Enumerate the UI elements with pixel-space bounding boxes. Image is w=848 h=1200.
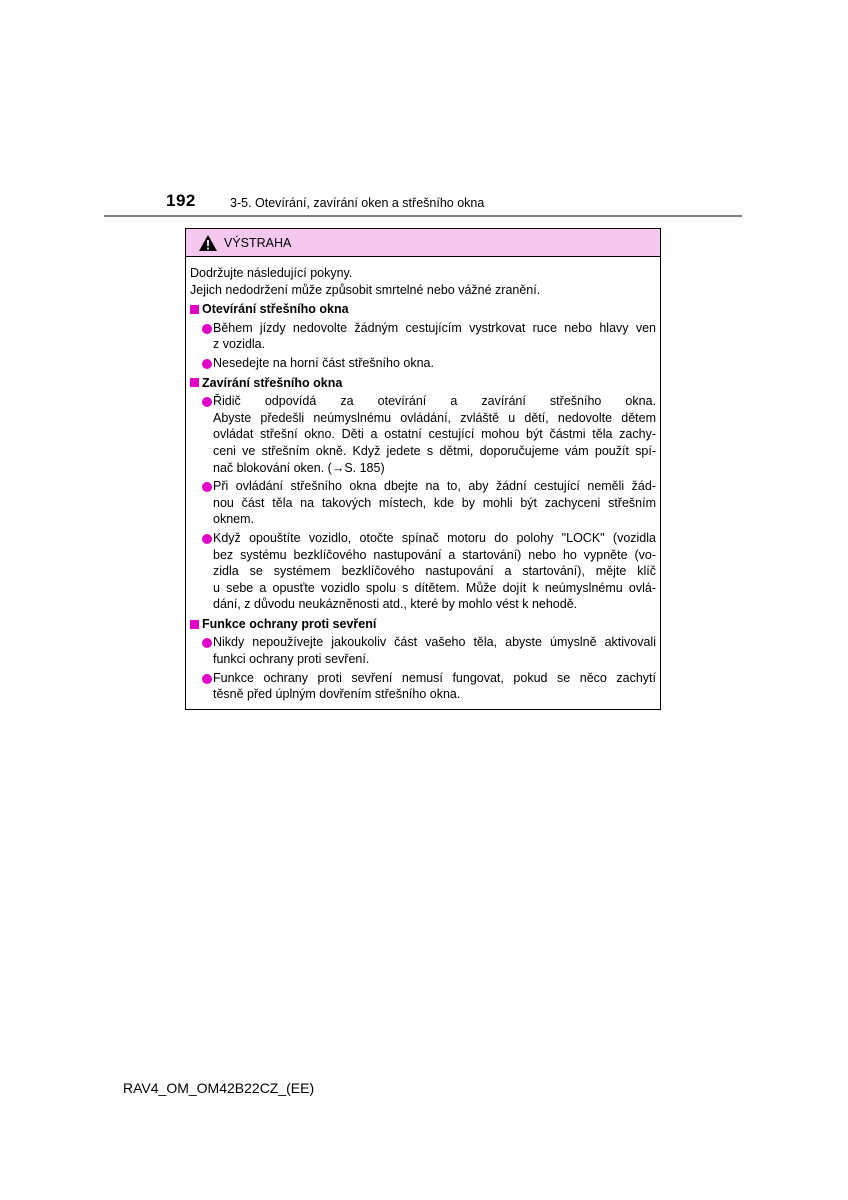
footer-code: RAV4_OM_OM42B22CZ_(EE) [123,1080,315,1096]
bullet-line: Abyste předešli neúmyslnému ovládání, zvláště u dětí, nedovolte dětem [213,410,656,425]
list-item [190,320,656,353]
bullet-line: Nesedejte na horní část střešního okna. [213,355,434,370]
intro-line: Dodržujte následující pokyny. [190,266,353,280]
section-heading-text: Otevírání střešního okna [202,302,349,317]
square-bullet-icon [190,620,199,629]
bullet-line: dání, z důvodu neukázněnosti atd., které by mohlo vést k nehodě. [213,597,578,612]
round-bullet-icon [202,638,212,648]
page-number: 192 [166,191,196,210]
list-item [190,393,656,476]
section-heading [190,616,656,633]
bullet-line: Při ovládání střešního okna dbejte na to, aby žádní cestující neměli žád- [213,479,656,494]
round-bullet-icon [202,324,212,334]
bullet-line: Řidič odpovídá za otevírání a zavírání střešního okna. [213,394,656,409]
square-bullet-icon [190,305,199,314]
round-bullet-icon [202,534,212,544]
bullet-line: Během jízdy nedovolte žádným cestujícím vystrkovat ruce nebo hlavy ven [213,320,656,335]
bullet-line: funkci ochrany proti sevření. [213,652,370,667]
bullet-line: Nikdy nepoužívejte jakoukoliv část vašeho těla, abyste úmyslně aktivovali [213,635,656,650]
warning-box [185,228,661,710]
warning-body [186,257,660,703]
list-item [190,478,656,528]
list-item [190,355,656,372]
section-heading-text: Zavírání střešního okna [202,375,343,390]
warning-intro [190,265,656,298]
bullet-line: nač blokování oken. (→S. 185) [213,460,385,475]
section-heading-text: Funkce ochrany proti sevření [202,616,377,631]
round-bullet-icon [202,359,212,369]
header-rule [104,215,742,217]
list-item [190,670,656,703]
round-bullet-icon [202,397,212,407]
intro-line: Jejich nedodržení může způsobit smrtelné nebo vážné zranění. [190,282,541,297]
section-heading [190,301,656,318]
bullet-line: u sebe a opusťte vozidlo spolu s dítětem. Může dojít k neúmyslnému ovlá- [213,580,656,595]
square-bullet-icon [190,378,199,387]
warning-title: VÝSTRAHA [224,235,292,250]
round-bullet-icon [202,482,212,492]
bullet-line: těsně před úplným dovřením střešního okna. [213,687,461,702]
bullet-line: bez systému bezklíčového nastupování a startování) nebo ho vypněte (vo- [213,547,656,562]
bullet-line: ovládat střešní okno. Děti a ostatní cestující mohou být částmi těla zachy- [213,427,656,442]
bullet-line: Funkce ochrany proti sevření nemusí fungovat, pokud se něco zachytí [213,670,656,685]
bullet-line: ceni ve střešním okně. Když jedete s dětmi, doporučujeme vám použít spí- [213,443,656,458]
section-title: 3-5. Otevírání, zavírání oken a střešního okna [230,196,485,210]
warning-header [186,229,660,257]
list-item [190,530,656,613]
bullet-line: z vozidla. [213,337,266,352]
warning-triangle-icon [198,234,218,252]
section-heading [190,375,656,392]
bullet-line: oknem. [213,512,254,527]
list-item [190,634,656,667]
round-bullet-icon [202,674,212,684]
bullet-line: Když opouštíte vozidlo, otočte spínač motoru do polohy "LOCK" (vozidla [213,530,656,545]
bullet-line: zidla se systémem bezklíčového nastupování a startování), mějte klíč [213,564,656,579]
bullet-line: nou část těla na takových místech, kde by mohli být zachyceni střešním [213,495,656,510]
